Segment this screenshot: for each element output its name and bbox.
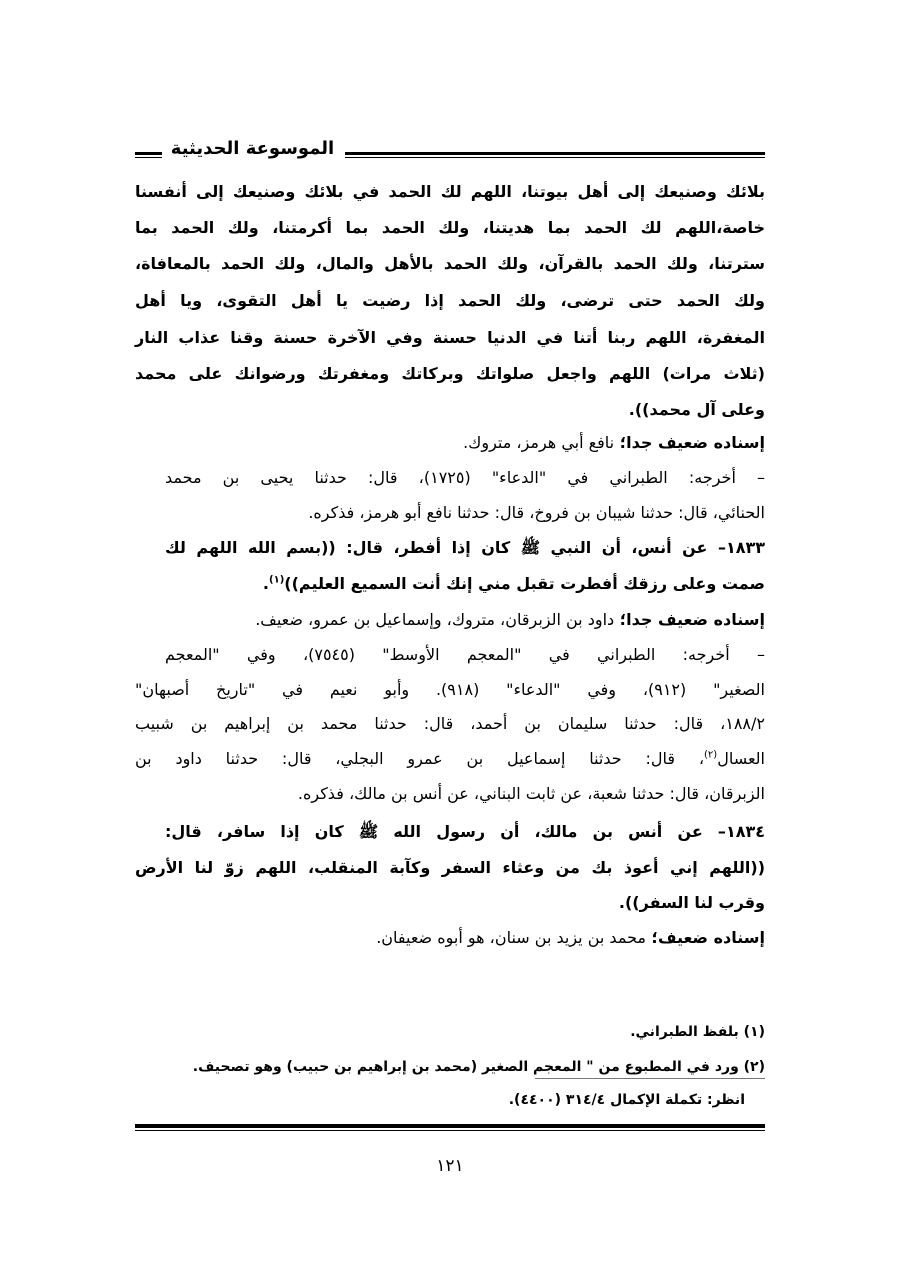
footnote-2: (٢) ورد في المطبوع من " المعجم الصغير (محمد بن إبراهيم بن حبيب) وهو تصحيف.: [192, 1059, 765, 1075]
text-run: إسناده ضعيف جدا؛: [614, 433, 765, 452]
header-rule-right: [345, 152, 765, 158]
text-run: (ثلاث مرات) اللهم واجعل صلواتك وبركاتك ومغفرتك ورضوانك على محمد: [135, 364, 765, 383]
footnote-2-continued: انظر: تكملة الإكمال ٣١٤/٤ (٤٤٠٠).: [508, 1092, 745, 1108]
text-run: ولك الحمد حتى ترضى، ولك الحمد إذا رضيت يا أهل التقوى، ويا أهل: [135, 291, 765, 310]
text-line: [165, 820, 765, 844]
text-line: [165, 431, 765, 455]
text-run: العسال: [717, 749, 765, 768]
footnote-separator: [535, 1078, 765, 1079]
text-run: وعلى آل محمد)).: [628, 400, 765, 419]
text-line: [135, 712, 765, 736]
text-run: نافع أبي هرمز، متروك.: [463, 433, 615, 452]
text-line: [135, 678, 765, 702]
footer-rule: [135, 1124, 765, 1131]
text-run: ، قال: حدثنا إسماعيل بن عمرو البجلي، قال: حدثنا داود بن: [135, 749, 704, 768]
text-line: [135, 747, 765, 771]
text-run: بلائك وصنيعك إلى أهل بيوتنا، اللهم لك الحمد في بلائك وصنيعك إلى أنفسنا: [135, 182, 765, 201]
text-line: [135, 216, 765, 240]
text-run: .: [262, 574, 269, 593]
text-run: الزبرقان، قال: حدثنا شعبة، عن ثابت البناني، عن أنس بن مالك، فذكره.: [297, 784, 765, 803]
text-run: ((اللهم إني أعوذ بك من وعثاء السفر وكآبة المنقلب، اللهم زوّ لنا الأرض: [135, 858, 765, 877]
text-run: إسناده ضعيف جدا؛: [614, 610, 765, 629]
text-line: [135, 398, 765, 422]
text-line: [135, 180, 765, 204]
text-run: – أخرجه: الطبراني في "الدعاء" (١٧٢٥)، قال: حدثنا يحيى بن محمد: [165, 468, 765, 487]
text-line: [135, 252, 765, 276]
text-run: صمت وعلى رزقك أفطرت تقبل مني إنك أنت السميع العليم)): [284, 574, 765, 593]
text-line: [135, 362, 765, 386]
text-line: [165, 466, 765, 490]
text-run: الحنائي، قال: حدثنا شيبان بن فروخ، قال: حدثنا نافع أبو هرمز، فذكره.: [308, 503, 765, 522]
footnote-marker[interactable]: (١): [269, 574, 285, 586]
page-number: ١٢١: [436, 1156, 464, 1176]
text-line: [135, 856, 765, 880]
text-line: [135, 782, 765, 806]
text-line: [135, 608, 765, 632]
text-run: وقرب لنا السفر)).: [618, 893, 765, 912]
text-run: – أخرجه: الطبراني في "المعجم الأوسط" (٧٥٤٥)، وفي "المعجم: [165, 645, 765, 664]
text-run: ١٨٣٤– عن أنس بن مالك، أن رسول الله ﷺ كان إذا سافر، قال:: [165, 822, 765, 841]
text-run: ١٨٨/٢، قال: حدثنا سليمان بن أحمد، قال: حدثنا محمد بن إبراهيم بن شبيب: [135, 714, 765, 733]
footnote-1: (١) بلفظ الطبراني.: [630, 1024, 765, 1040]
header-title: الموسوعة الحديثية: [170, 138, 335, 159]
footnote-marker[interactable]: (٢): [704, 749, 718, 761]
header-rule-left: [135, 152, 162, 158]
text-run: محمد بن يزيد بن سنان، هو أبوه ضعيفان.: [376, 928, 646, 947]
text-run: خاصة،اللهم لك الحمد بما هديتنا، ولك الحمد بما أكرمتنا، ولك الحمد بما: [135, 218, 765, 237]
text-line: [135, 289, 765, 313]
text-line: [135, 326, 765, 350]
text-run: الصغير" (٩١٢)، وفي "الدعاء" (٩١٨). وأبو نعيم في "تاريخ أصبهان": [135, 680, 765, 699]
text-run: إسناده ضعيف؛: [645, 928, 765, 947]
text-line: [165, 536, 765, 560]
text-line: [135, 572, 765, 596]
text-run: داود بن الزبرقان، متروك، وإسماعيل بن عمرو، ضعيف.: [255, 610, 615, 629]
text-line: [135, 891, 765, 915]
text-run: المغفرة، اللهم ربنا أتنا في الدنيا حسنة وفي الآخرة حسنة وقنا عذاب النار: [135, 328, 765, 347]
text-line: [135, 501, 765, 525]
text-line: [165, 926, 765, 950]
text-run: سترتنا، ولك الحمد بالقرآن، ولك الحمد بالأهل والمال، ولك الحمد بالمعافاة،: [135, 254, 765, 273]
text-run: ١٨٣٣– عن أنس، أن النبي ﷺ كان إذا أفطر، قال: ((بسم الله اللهم لك: [165, 538, 765, 557]
text-line: [165, 643, 765, 667]
